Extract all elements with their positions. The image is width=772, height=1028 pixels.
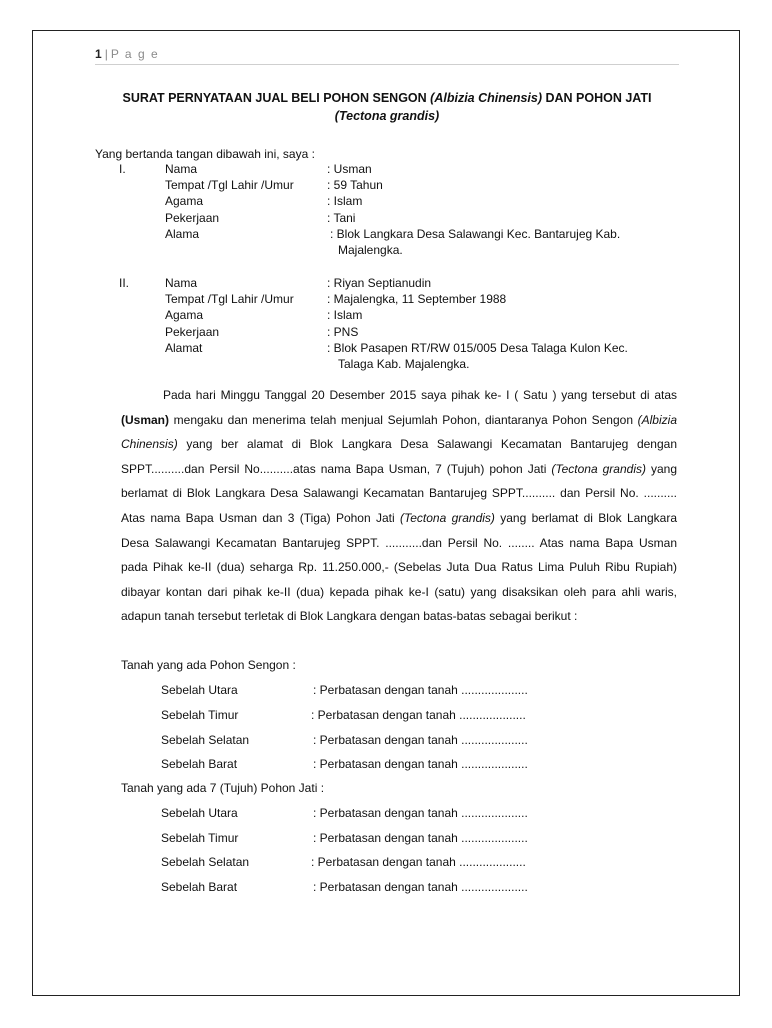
jati-east-label: Sebelah Timur [161, 831, 239, 845]
body-text-1: Pada hari Minggu Tanggal 20 Desember 2015 saya pihak ke- I ( Satu ) yang tersebut di atas [163, 388, 677, 402]
party1-name-label: Nama [165, 162, 198, 176]
party1-address-cont: Majalengka. [338, 243, 403, 257]
party1-job-value: : Tani [327, 211, 356, 225]
page-label: P a g e [110, 47, 160, 61]
party1-name-value: : Usman [327, 162, 372, 176]
jati-south-label: Sebelah Selatan [161, 855, 250, 869]
sengon-heading: Tanah yang ada Pohon Sengon : [121, 658, 296, 672]
intro-text: Yang bertanda tangan dibawah ini, saya : [95, 147, 315, 161]
title-sengon-latin: (Albizia Chinensis) [430, 91, 542, 105]
body-paragraph [121, 383, 677, 629]
body-text-2: mengaku dan menerima telah menjual Sejumlah Pohon, diantaranya Pohon Sengon [169, 412, 638, 427]
party1-job-label: Pekerjaan [165, 211, 220, 225]
page-header [95, 47, 679, 65]
party2-address-cont: Talaga Kab. Majalengka. [338, 357, 470, 371]
title-text-end: DAN POHON JATI [542, 91, 652, 105]
party2-religion-value: : Islam [327, 308, 363, 322]
party1-birth-label: Tempat /Tgl Lahir /Umur [165, 178, 294, 192]
party2-name-value: : Riyan Septianudin [327, 276, 432, 290]
party2-name-label: Nama [165, 276, 198, 290]
party2-job-value: : PNS [327, 325, 359, 339]
body-text-3: yang ber alamat di Blok Langkara Desa Salawangi Kecamatan Bantarujeg dengan SPPT..........dan Persil No..........atas nama Bapa Usman, 7 (Tujuh) pohon Jati [121, 437, 677, 476]
sengon-east-label: Sebelah Timur [161, 708, 239, 722]
jati-north-label: Sebelah Utara [161, 806, 238, 820]
party1-address-label: Alama [165, 227, 200, 241]
jati-north-value: : Perbatasan dengan tanah .................... [313, 806, 528, 820]
header-separator: | [104, 47, 108, 61]
party1-address-value: : Blok Langkara Desa Salawangi Kec. Bantarujeg Kab. [330, 227, 621, 241]
sengon-north-value: : Perbatasan dengan tanah .................... [313, 683, 528, 697]
sengon-south-value: : Perbatasan dengan tanah .................... [313, 733, 528, 747]
party1-numeral: I. [119, 162, 126, 176]
jati-heading: Tanah yang ada 7 (Tujuh) Pohon Jati : [121, 781, 325, 795]
party2-numeral: II. [119, 276, 130, 290]
jati-east-value: : Perbatasan dengan tanah .................... [313, 831, 528, 845]
sengon-east-value: : Perbatasan dengan tanah .................... [311, 708, 526, 722]
party2-address-value: : Blok Pasapen RT/RW 015/005 Desa Talaga Kulon Kec. [327, 341, 628, 355]
body-sengon-latin: (Albizia Chinensis) [121, 412, 677, 452]
jati-south-value: : Perbatasan dengan tanah .................... [311, 855, 526, 869]
party1-birth-value: : 59 Tahun [327, 178, 383, 192]
party2-birth-label: Tempat /Tgl Lahir /Umur [165, 292, 294, 306]
party2-address-label: Alamat [165, 341, 203, 355]
party2-religion-label: Agama [165, 308, 204, 322]
page-number: 1 [95, 47, 102, 61]
party2-birth-value: : Majalengka, 11 September 1988 [327, 292, 507, 306]
sengon-west-label: Sebelah Barat [161, 757, 238, 771]
party1-religion-value: : Islam [327, 194, 363, 208]
body-seller-name: (Usman) [121, 412, 170, 427]
jati-west-value: : Perbatasan dengan tanah .................... [313, 880, 528, 894]
document-title-line-2: (Tectona grandis) [334, 109, 440, 123]
sengon-south-label: Sebelah Selatan [161, 733, 250, 747]
sengon-north-label: Sebelah Utara [161, 683, 238, 697]
sengon-west-value: : Perbatasan dengan tanah .................... [313, 757, 528, 771]
document-page [32, 30, 740, 996]
title-text: SURAT PERNYATAAN JUAL BELI POHON SENGON [122, 91, 431, 105]
jati-west-label: Sebelah Barat [161, 880, 238, 894]
body-jati-latin-2: (Tectona grandis) [399, 510, 495, 525]
body-text-4: yang berlamat di Blok Langkara Desa Salawangi Kecamatan Bantarujeg SPPT.......... dan Persil No. .......... Atas nama Bapa Usman dan 3 (Tiga) Pohon Jati [121, 461, 678, 525]
party1-religion-label: Agama [165, 194, 204, 208]
party2-job-label: Pekerjaan [165, 325, 220, 339]
body-jati-latin-1: (Tectona grandis) [551, 461, 646, 476]
body-text-5: yang berlamat di Blok Langkara Desa Salawangi Kecamatan Bantarujeg SPPT. ...........dan Persil No. ........ Atas nama Bapa Usman pada Pihak ke-II (dua) seharga Rp. 11.250.000,- (Sebelas Juta Dua Ratus Lima Puluh Ribu Rupiah) dibayar kontan dari pihak ke-II (dua) kepada pihak ke-I (satu) yang disaksikan oleh para ahli waris, adapun tanah tersebut terletak di Blok Langkara dengan batas-batas sebagai berikut : [121, 510, 677, 624]
document-title-line-1 [73, 89, 701, 107]
